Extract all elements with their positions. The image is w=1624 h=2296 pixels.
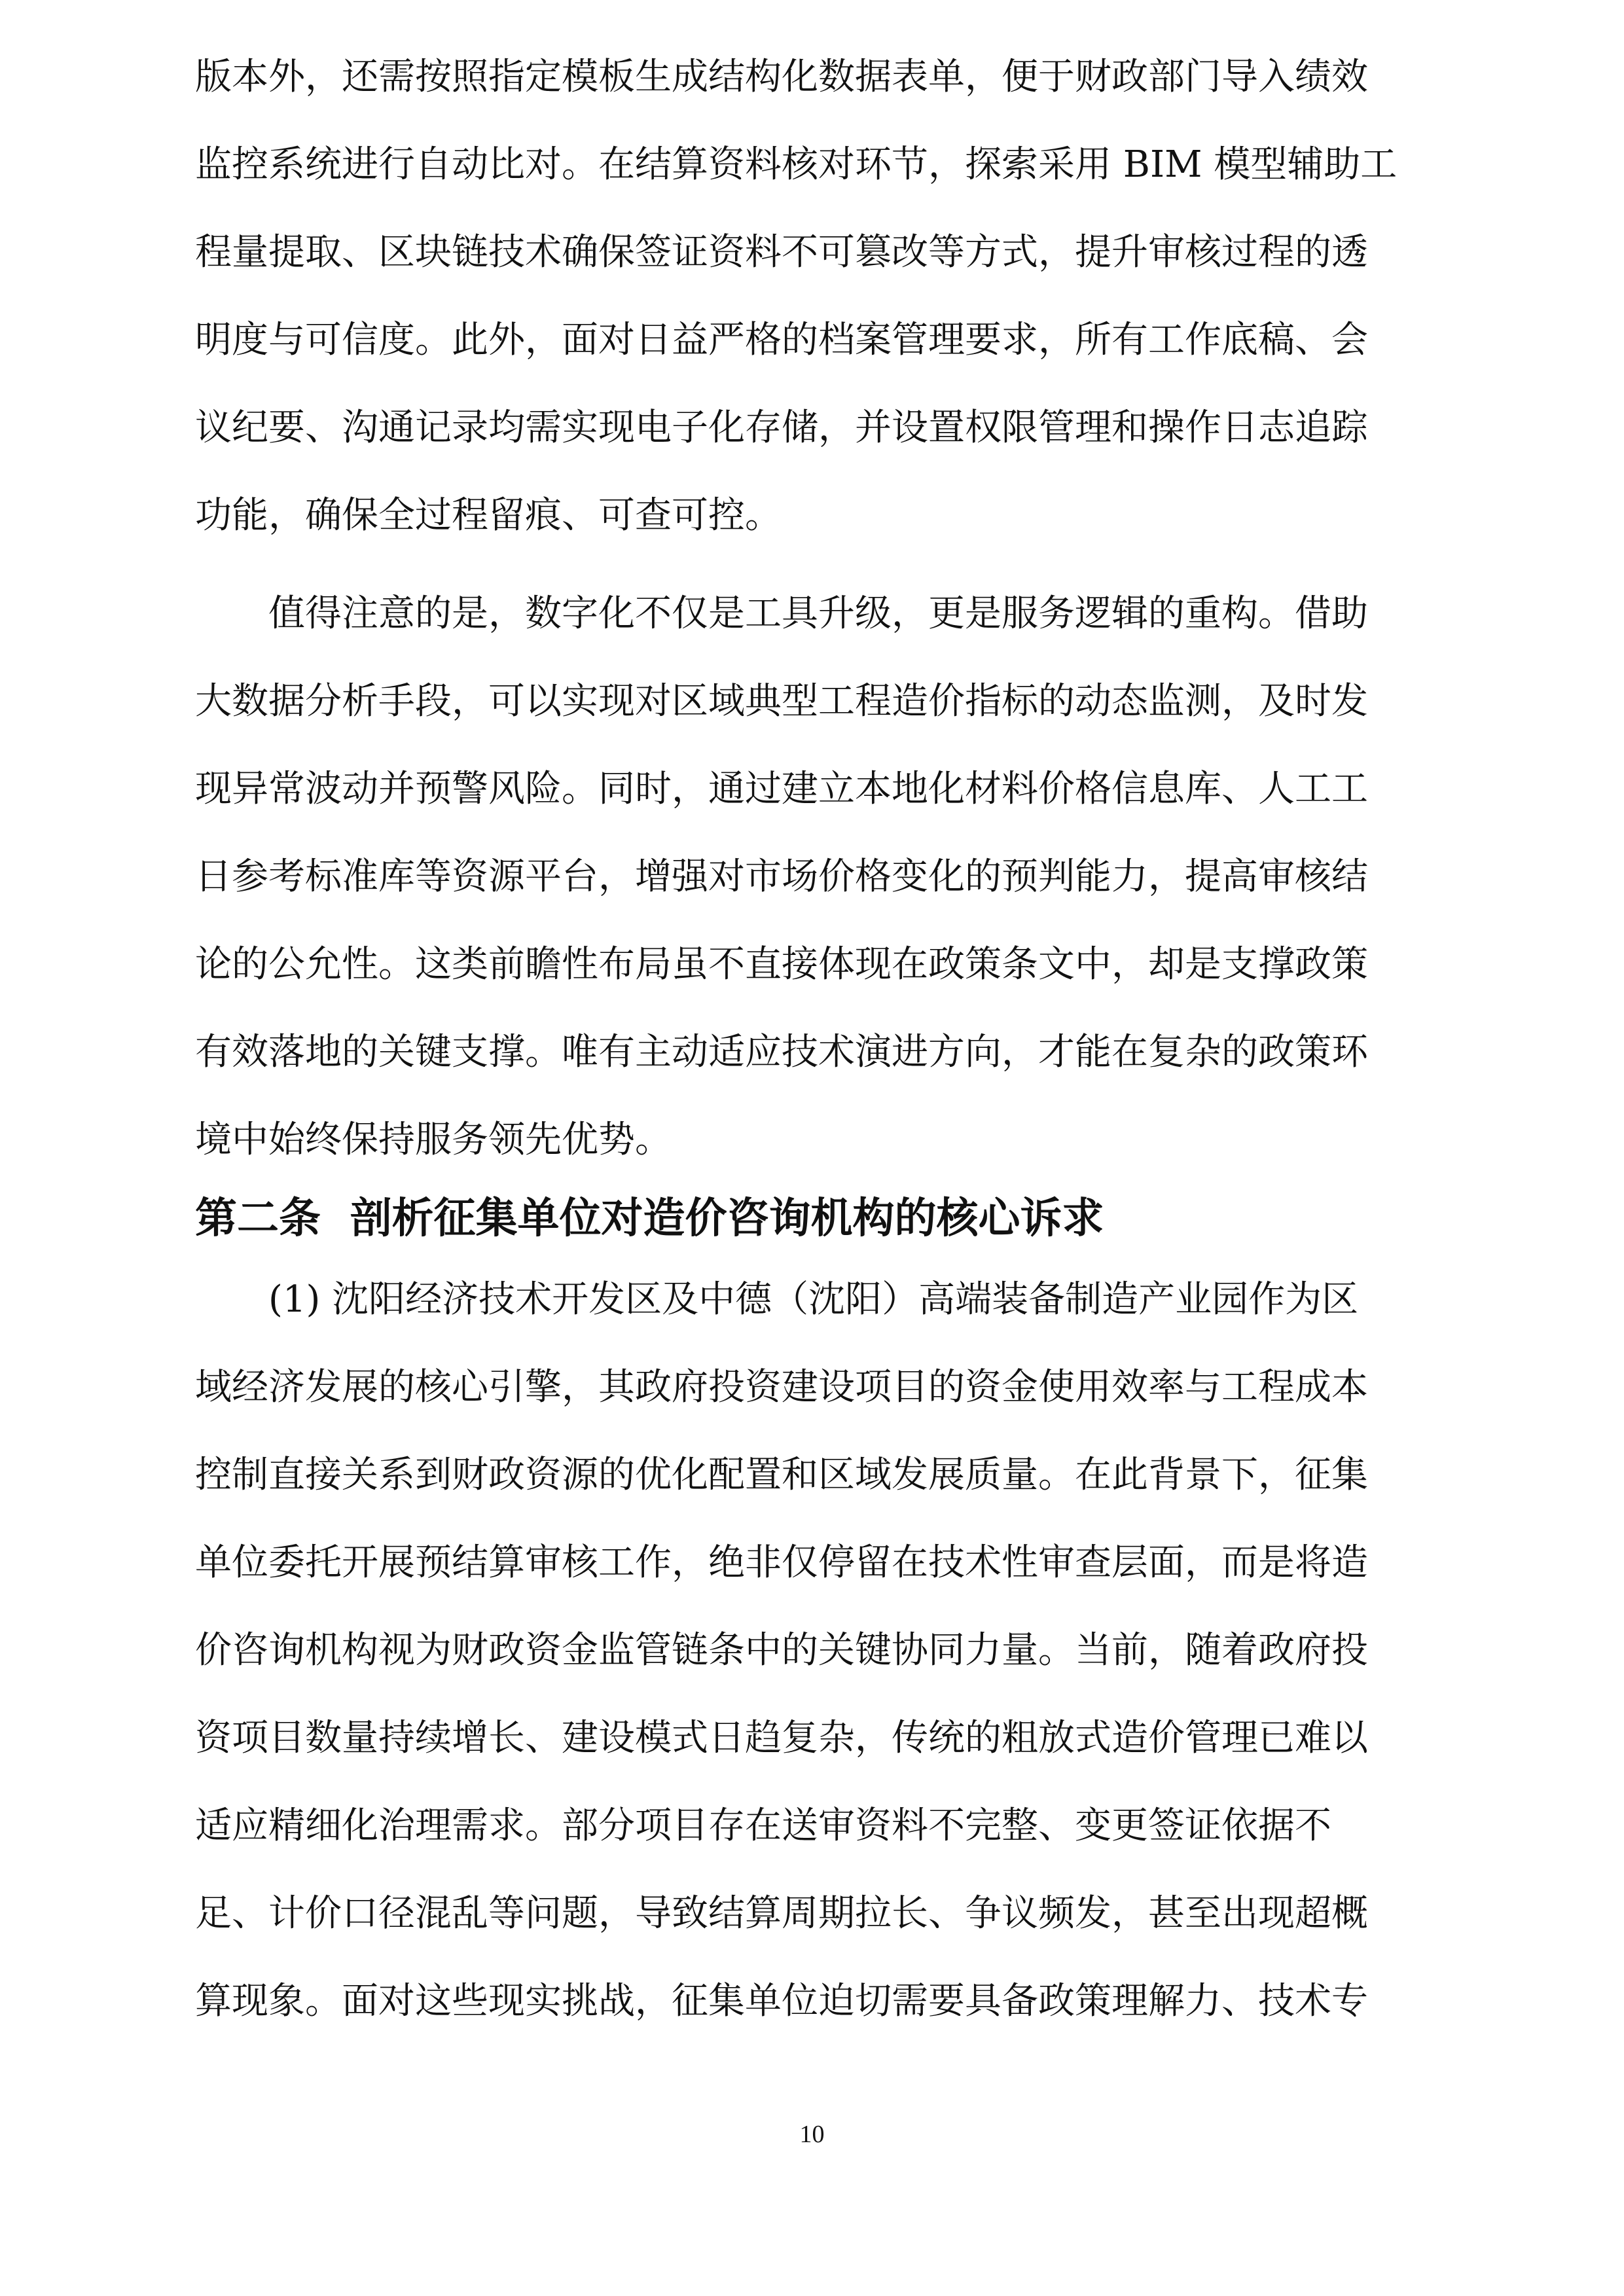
line-text: 控制直接关系到财政资源的优化配置和区域发展质量。在此背景下，征集	[195, 1454, 1368, 1496]
text-line	[0, 1800, 1624, 1852]
line-text: 价咨询机构视为财政资金监管链条中的关键协同力量。当前，随着政府投	[195, 1629, 1368, 1672]
line-text: 算现象。面对这些现实挑战，征集单位迫切需要具备政策理解力、技术专	[195, 1980, 1368, 2022]
text-line	[0, 1361, 1624, 1414]
text-line	[0, 675, 1624, 728]
line-text: 单位委托开展预结算审核工作，绝非仅停留在技术性审查层面，而是将造	[195, 1541, 1368, 1584]
section-heading	[0, 1186, 1624, 1251]
line-text: 明度与可信度。此外，面对日益严格的档案管理要求，所有工作底稿、会	[195, 319, 1368, 361]
line-text: 足、计价口径混乱等问题，导致结算周期拉长、争议频发，甚至出现超概	[195, 1892, 1368, 1935]
line-text: (1) 沈阳经济技术开发区及中德（沈阳）高端装备制造产业园作为区	[195, 1278, 1359, 1321]
line-text: 日参考标准库等资源平台，增强对市场价格变化的预判能力，提高审核结	[195, 855, 1368, 898]
text-line	[0, 939, 1624, 991]
text-line	[0, 851, 1624, 903]
text-line	[0, 226, 1624, 279]
text-line	[0, 1975, 1624, 2028]
text-line	[0, 1537, 1624, 1589]
text-line	[0, 1026, 1624, 1079]
line-text: 境中始终保持服务领先优势。	[195, 1119, 672, 1161]
line-text: 现异常波动并预警风险。同时，通过建立本地化材料价格信息库、人工工	[195, 768, 1368, 810]
text-line	[0, 490, 1624, 542]
line-text: 功能，确保全过程留痕、可查可控。	[195, 494, 782, 537]
line-text: 论的公允性。这类前瞻性布局虽不直接体现在政策条文中，却是支撑政策	[195, 943, 1368, 986]
text-line	[0, 139, 1624, 191]
text-line	[0, 51, 1624, 103]
line-text: 监控系统进行自动比对。在结算资料核对环节，探索采用 BIM 模型辅助工	[195, 143, 1398, 186]
text-line	[0, 1274, 1624, 1326]
line-text: 议纪要、沟通记录均需实现电子化存储，并设置权限管理和操作日志追踪	[195, 406, 1368, 449]
line-text: 资项目数量持续增长、建设模式日趋复杂，传统的粗放式造价管理已难以	[195, 1717, 1368, 1759]
text-line	[0, 1114, 1624, 1166]
line-text: 程量提取、区块链技术确保签证资料不可篡改等方式，提升审核过程的透	[195, 231, 1368, 274]
text-line	[0, 402, 1624, 454]
line-text: 适应精细化治理需求。部分项目存在送审资料不完整、变更签证依据不	[195, 1804, 1331, 1847]
line-text: 值得注意的是，数字化不仅是工具升级，更是服务逻辑的重构。借助	[195, 592, 1368, 635]
text-line	[0, 1449, 1624, 1501]
line-text: 大数据分析手段，可以实现对区域典型工程造价指标的动态监测，及时发	[195, 680, 1368, 723]
line-text: 域经济发展的核心引擎，其政府投资建设项目的资金使用效率与工程成本	[195, 1366, 1368, 1408]
text-line	[0, 1624, 1624, 1677]
text-line	[0, 588, 1624, 640]
page-number: 10	[799, 2121, 825, 2148]
text-line	[0, 1712, 1624, 1765]
line-text: 有效落地的关键支撑。唯有主动适应技术演进方向，才能在复杂的政策环	[195, 1031, 1368, 1073]
text-line	[0, 763, 1624, 816]
line-text: 版本外，还需按照指定模板生成结构化数据表单，便于财政部门导入绩效	[195, 56, 1368, 98]
text-line	[0, 314, 1624, 367]
heading-text: 第二条 剖析征集单位对造价咨询机构的核心诉求	[195, 1194, 1104, 1243]
text-line	[0, 1888, 1624, 1940]
